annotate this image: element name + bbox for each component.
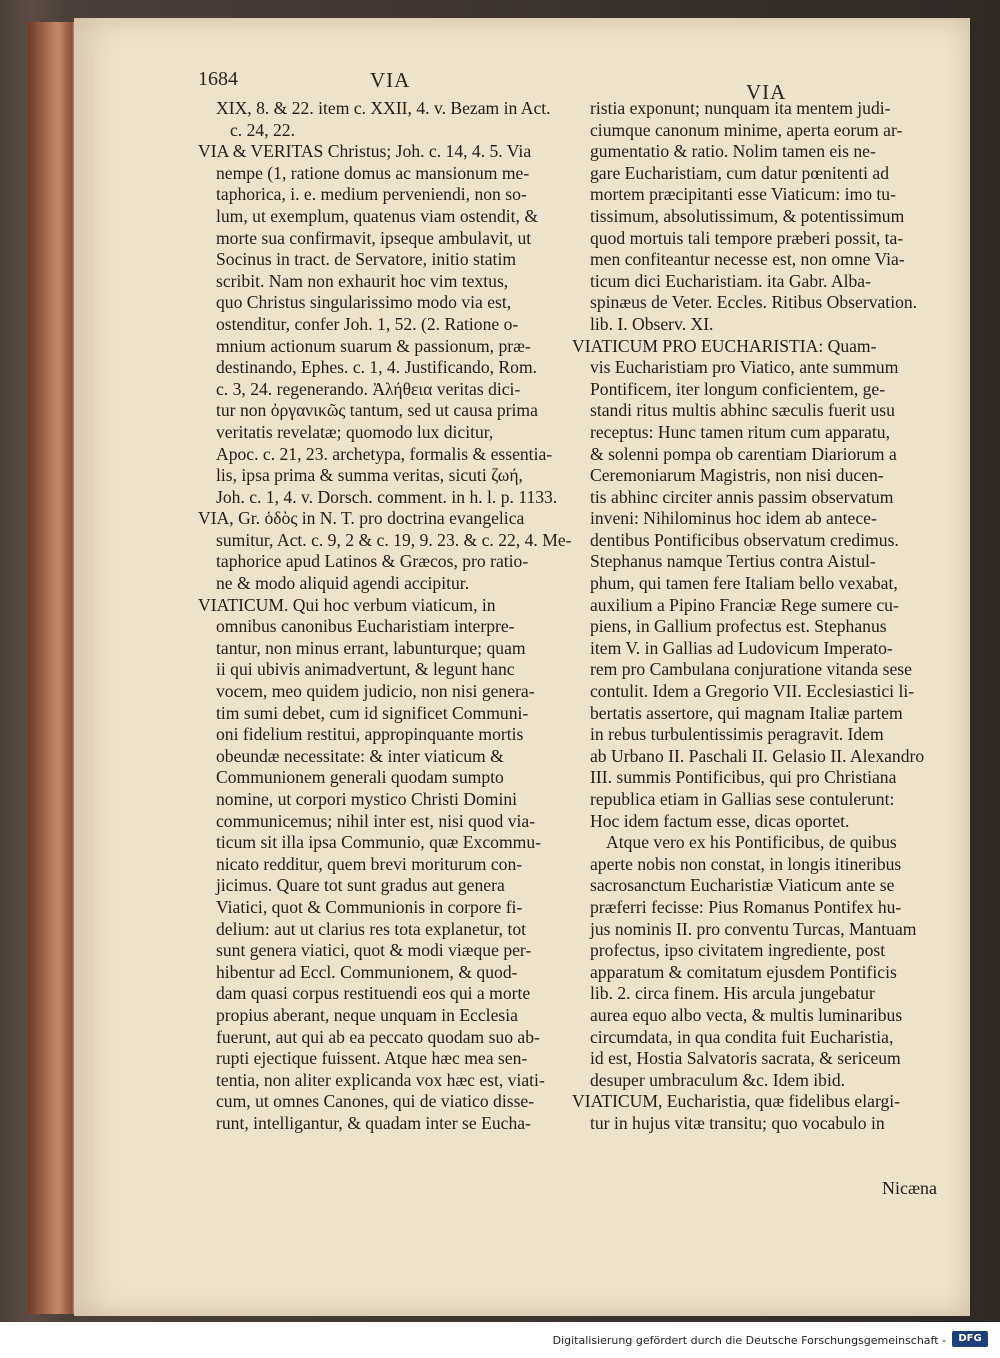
book-spine xyxy=(28,22,76,1314)
text-line: inveni: Nihilominus hoc idem ab antece- xyxy=(590,508,877,529)
text-line: dentibus Pontificibus observatum credimus. xyxy=(590,529,899,550)
text-line: vis Eucharistiam pro Viatico, ante summum xyxy=(590,357,899,378)
text-line: rem pro Cambulana conjuratione vitanda sese xyxy=(590,659,912,680)
text-line: aperte nobis non constat, in longis itineribus xyxy=(590,853,902,874)
text-line: spinæus de Veter. Eccles. Ritibus Observation. xyxy=(590,292,918,313)
text-line: VIA, Gr. ὁδὸς in N. T. pro doctrina evangelica xyxy=(198,508,525,529)
text-line: VIA & VERITAS Christus; Joh. c. 14, 4. 5. Via xyxy=(198,141,532,162)
text-line: fuerunt, aut qui ab ea peccato quodam suo ab- xyxy=(216,1026,540,1047)
text-line: lum, ut exemplum, quatenus viam ostendit, & xyxy=(216,205,539,226)
right-column xyxy=(572,98,952,1135)
text-line: republica etiam in Gallias sese contulerunt: xyxy=(590,789,895,809)
text-line: Atque vero ex his Pontificibus, de quibus xyxy=(606,832,897,853)
text-line: mortem præcipitanti esse Viaticum: imo tu- xyxy=(590,184,896,205)
page-header xyxy=(74,62,970,104)
text-line: Socinus in tract. de Servatore, initio statim xyxy=(216,249,517,270)
running-title-left: VIA xyxy=(370,68,411,92)
text-line: cum, ut omnes Canones, qui de viatico disse- xyxy=(216,1091,535,1112)
text-line: taphorice apud Latinos & Græcos, pro ratio- xyxy=(216,551,529,572)
text-line: vocem, meo quidem judicio, non nisi genera- xyxy=(216,681,535,702)
text-line: profectus, ipso civitatem ingrediente, post xyxy=(590,940,886,961)
text-line: VIATICUM, Eucharistia, quæ fidelibus elargi- xyxy=(572,1091,901,1112)
text-line: Joh. c. 1, 4. v. Dorsch. comment. in h. l. p. 1133. xyxy=(216,486,558,507)
text-line: contulit. Idem a Gregorio VII. Ecclesiastici li- xyxy=(590,681,915,702)
text-line: tur non ὀργανικῶς tantum, sed ut causa prima xyxy=(216,400,538,421)
text-line: Apoc. c. 21, 23. archetypa, formalis & essentia- xyxy=(216,443,553,464)
left-column xyxy=(198,98,578,1135)
text-line: Pontificem, iter longum conficientem, ge- xyxy=(590,378,886,399)
page xyxy=(74,18,970,1316)
text-line: phum, qui tamen fere Italiam bello vexabat, xyxy=(590,573,898,594)
text-line: destinando, Ephes. c. 1, 4. Justificando, Rom. xyxy=(216,357,538,378)
text-line: quod mortuis tali tempore præberi possit, ta- xyxy=(590,227,904,248)
text-line: rupti ejectique fuissent. Atque hæc mea sen- xyxy=(216,1048,528,1069)
text-line: oni fidelium restitui, appropinquante mortis xyxy=(216,724,524,745)
text-line: scribit. Nam non exhaurit hoc vim textus, xyxy=(216,270,509,291)
text-line: sunt genera viatici, quot & modi viæque per- xyxy=(216,940,532,961)
text-line: morte sua confirmavit, ipseque ambulavit, ut xyxy=(216,227,532,248)
text-line: gare Eucharistiam, cum datur pœnitenti ad xyxy=(590,162,889,183)
text-line: ne & modo aliquid agendi accipitur. xyxy=(216,573,470,594)
text-line: Ceremoniarum Magistris, non nisi ducen- xyxy=(590,465,884,486)
text-line: piens, in Gallium profectus est. Stephanus xyxy=(590,616,887,637)
text-line: XIX, 8. & 22. item c. XXII, 4. v. Bezam in Act. xyxy=(216,98,551,118)
text-line: Stephanus namque Tertius contra Aistul- xyxy=(590,551,876,572)
text-line: tissimum, absolutissimum, & potentissimum xyxy=(590,205,905,226)
text-line: ab Urbano II. Paschali II. Gelasio II. Alexandro xyxy=(590,745,925,766)
text-line: lis, ipsa prima & summa veritas, sicuti ζωή, xyxy=(216,465,523,486)
text-line: omnibus canonibus Eucharistiam interpre- xyxy=(216,616,515,637)
text-line: runt, intelligantur, & quadam inter se Eucha- xyxy=(216,1112,531,1133)
text-line: men confiteantur necesse est, non omne Via- xyxy=(590,249,905,270)
text-line: receptus: Hunc tamen ritum cum apparatu, xyxy=(590,421,890,442)
text-line: præferri fecisse: Pius Romanus Pontifex hu- xyxy=(590,896,902,917)
dfg-logo: DFG xyxy=(952,1331,988,1347)
text-line: nomine, ut corpori mystico Christi Domini xyxy=(216,789,518,809)
text-line: circumdata, in qua condita fuit Eucharistia, xyxy=(590,1026,894,1047)
text-line: jicimus. Quare tot sunt gradus aut genera xyxy=(216,875,505,896)
running-title-right: VIA xyxy=(746,80,787,104)
text-line: tim sumi debet, cum id significet Communi- xyxy=(216,702,529,723)
text-line: Communionem generali quodam sumpto xyxy=(216,767,504,788)
text-line: ostenditur, confer Joh. 1, 52. (2. Ratione o- xyxy=(216,313,519,334)
text-line: apparatum & comitatum ejusdem Pontificis xyxy=(590,961,897,982)
text-line: tis abhinc circiter annis passim observatum xyxy=(590,486,894,507)
footer-bar xyxy=(0,1322,1000,1358)
text-line: id est, Hostia Salvatoris sacrata, & sericeum xyxy=(590,1048,901,1069)
text-line: lib. I. Observ. XI. xyxy=(590,313,714,334)
text-line: c. 24, 22. xyxy=(230,119,295,140)
text-line: gumentatio & ratio. Nolim tamen eis ne- xyxy=(590,141,876,162)
text-line: ristia exponunt; nunquam ita mentem judi- xyxy=(590,98,891,118)
text-line: ticum dici Eucharistiam. ita Gabr. Alba- xyxy=(590,270,871,291)
text-line: standi ritus multis abhinc sæculis fuerit usu xyxy=(590,400,895,421)
page-number: 1684 xyxy=(198,68,238,90)
text-line: nicato redditur, quem brevi moriturum con- xyxy=(216,853,523,874)
text-line: propius aberant, neque unquam in Ecclesia xyxy=(216,1004,518,1025)
text-line: VIATICUM. Qui hoc verbum viaticum, in xyxy=(198,594,496,615)
text-line: & solenni pompa ob carentiam Diariorum a xyxy=(590,443,897,464)
text-line: sumitur, Act. c. 9, 2 & c. 19, 9. 23. & c. 22, 4. Me- xyxy=(216,529,572,550)
text-line: item V. in Gallias ad Ludovicum Imperato- xyxy=(590,637,893,658)
text-line: veritatis revelatæ; quomodo lux dicitur, xyxy=(216,421,494,442)
text-line: jus nominis II. pro conventu Turcas, Mantuam xyxy=(590,918,917,939)
text-line: c. 3, 24. regenerando. Ἀλήθεια veritas dici- xyxy=(216,378,521,399)
text-line: Viatici, quot & Communionis in corpore fi- xyxy=(216,896,523,917)
text-line: ciumque canonum minime, aperta eorum ar- xyxy=(590,119,903,140)
text-line: VIATICUM PRO EUCHARISTIA: Quam- xyxy=(572,335,877,356)
catchword: Nicæna xyxy=(882,1178,937,1198)
text-line: ticum sit illa ipsa Communio, quæ Excommu- xyxy=(216,832,541,853)
text-line: desuper umbraculum &c. Idem ibid. xyxy=(590,1069,846,1090)
text-line: III. summis Pontificibus, qui pro Christiana xyxy=(590,767,897,788)
text-line: mnium actionum suarum & passionum, præ- xyxy=(216,335,531,356)
text-line: bertatis assertore, qui magnam Italiæ partem xyxy=(590,702,903,723)
text-line: taphorica, i. e. medium perveniendi, non so- xyxy=(216,184,527,205)
text-line: tur in hujus vitæ transitu; quo vocabulo in xyxy=(590,1112,885,1133)
text-line: delium: aut ut clarius res tota explanetur, tot xyxy=(216,918,527,939)
text-line: tentia, non aliter explicanda vox hæc est, viati- xyxy=(216,1069,545,1090)
text-line: hibentur ad Eccl. Communionem, & quod- xyxy=(216,961,518,982)
text-line: aurea equo albo vecta, & multis luminaribus xyxy=(590,1004,903,1025)
text-line: obeundæ necessitate: & inter viaticum & xyxy=(216,745,504,766)
funding-credit: Digitalisierung gefördert durch die Deutsche Forschungsgemeinschaft - xyxy=(552,1334,946,1347)
text-line: ii qui ubivis animadvertunt, & legunt hanc xyxy=(216,659,515,680)
text-line: quo Christus singularissimo modo via est, xyxy=(216,292,512,313)
text-line: sacrosanctum Eucharistiæ Viaticum ante se xyxy=(590,875,895,896)
text-line: Hoc idem factum esse, dicas oportet. xyxy=(590,810,850,831)
text-line: tantur, non minus errant, labunturque; quam xyxy=(216,637,526,658)
text-line: in rebus turbulentissimis peragravit. Idem xyxy=(590,724,884,745)
text-line: dam quasi corpus restituendi eos qui a morte xyxy=(216,983,531,1004)
text-line: auxilium a Pipino Franciæ Rege sumere cu- xyxy=(590,594,899,615)
text-line: nempe (1, ratione domus ac mansionum me- xyxy=(216,162,530,183)
text-line: lib. 2. circa finem. His arcula jungebatur xyxy=(590,983,875,1004)
text-line: communicemus; nihil inter est, nisi quod via- xyxy=(216,810,536,831)
